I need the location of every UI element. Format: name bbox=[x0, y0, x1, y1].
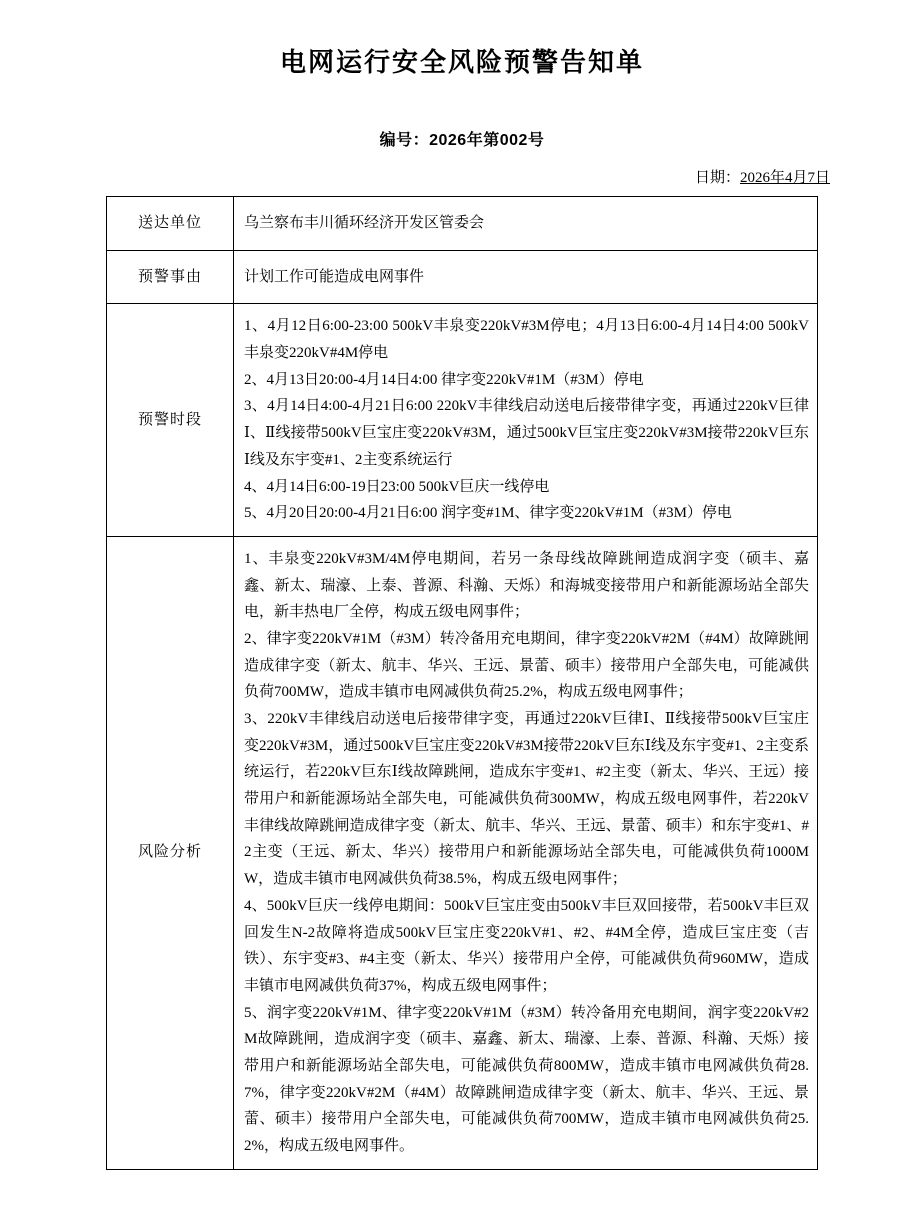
warning-form-table bbox=[106, 196, 818, 1170]
list-item: 3、4月14日4:00-4月21日6:00 220kV丰律线启动送电后接带律字变，再通过220kV巨律Ⅰ、Ⅱ线接带500kV巨宝庄变220kV#3M，通过500kV巨宝庄变220kV#3M接带220kV巨东Ⅰ线及东宇变#1、2主变系统运行 bbox=[244, 398, 809, 468]
list-item: 2、律字变220kV#1M（#3M）转冷备用充电期间，律字变220kV#2M（#4M）故障跳闸造成律字变（新太、航丰、华兴、王远、景蕾、硕丰）接带用户全部失电，可能减供负荷700MW，造成丰镇市电网减供负荷25.2%，构成五级电网事件； bbox=[244, 630, 809, 701]
row-label-warning-reason: 预警事由 bbox=[107, 250, 234, 304]
list-item: 3、220kV丰律线启动送电后接带律字变，再通过220kV巨律Ⅰ、Ⅱ线接带500kV巨宝庄变220kV#3M，通过500kV巨宝庄变220kV#3M接带220kV巨东Ⅰ线及东宇变#1、2主变系统运行，若220kV巨东Ⅰ线故障跳闸，造成东宇变#1、#2主变（新太、华兴、王远）接带用户和新能源场站全部失电，可能减供负荷300MW，构成五级电网事件，若220kV丰律线故障跳闸造成律字变（新太、航丰、华兴、王远、景蕾、硕丰）和东宇变#1、#2主变（王远、新太、华兴）接带用户和新能源场站全部失电，可能减供负荷1000MW，造成丰镇市电网减供负荷38.5%，构成五级电网事件； bbox=[244, 711, 809, 888]
document-date-label: 日期： bbox=[694, 170, 740, 186]
list-item: 2、4月13日20:00-4月14日4:00 律字变220kV#1M（#3M）停电 bbox=[244, 371, 644, 388]
row-label-recipient-unit: 送达单位 bbox=[107, 197, 234, 251]
row-value-recipient-unit: 乌兰察布丰川循环经济开发区管委会 bbox=[234, 197, 818, 251]
row-value-warning-period bbox=[234, 304, 818, 537]
table-row bbox=[107, 536, 818, 1169]
document-date-value: 2026年4月7日 bbox=[739, 170, 830, 186]
list-item: 1、丰泉变220kV#3M/4M停电期间，若另一条母线故障跳闸造成润字变（硕丰、嘉鑫、新太、瑞濠、上泰、普源、科瀚、天烁）和海城变接带用户和新能源场站全部失电，新丰热电厂全停，构成五级电网事件； bbox=[244, 550, 809, 621]
row-value-risk-analysis bbox=[234, 536, 818, 1169]
list-item: 4、4月14日6:00-19日23:00 500kV巨庆一线停电 bbox=[244, 478, 550, 495]
row-value-warning-reason: 计划工作可能造成电网事件 bbox=[234, 250, 818, 304]
list-item: 4、500kV巨庆一线停电期间：500kV巨宝庄变由500kV丰巨双回接带，若500kV丰巨双回发生N-2故障将造成500kV巨宝庄变220kV#1、#2、#4M全停，造成巨宝庄变（吉铁）、东宇变#3、#4主变（新太、华兴）接带用户全停，可能减供负荷960MW，造成丰镇市电网减供负荷37%，构成五级电网事件； bbox=[244, 897, 809, 994]
table-row bbox=[107, 250, 818, 304]
list-item: 5、4月20日20:00-4月21日6:00 润字变#1M、律字变220kV#1M（#3M）停电 bbox=[244, 505, 732, 522]
table-row bbox=[107, 304, 818, 537]
page-title: 电网运行安全风险预警告知单 bbox=[279, 47, 644, 77]
row-label-risk-analysis: 风险分析 bbox=[107, 536, 234, 1169]
list-item: 5、润字变220kV#1M、律字变220kV#1M（#3M）转冷备用充电期间，润字变220kV#2M故障跳闸，造成润字变（硕丰、嘉鑫、新太、瑞濠、上泰、普源、科瀚、天烁）接带用户和新能源场站全部失电，可能减供负荷800MW，造成丰镇市电网减供负荷28.7%，律字变220kV#2M（#4M）故障跳闸造成律字变（新太、航丰、华兴、王远、景蕾、硕丰）接带用户全部失电，可能减供负荷700MW，造成丰镇市电网减供负荷25.2%，构成五级电网事件。 bbox=[244, 1004, 809, 1154]
list-item: 1、4月12日6:00-23:00 500kV丰泉变220kV#3M停电；4月13日6:00-4月14日4:00 500kV丰泉变220kV#4M停电 bbox=[244, 318, 809, 362]
document-date bbox=[0, 150, 924, 187]
table-row bbox=[107, 197, 818, 251]
document-number: 编号：2026年第002号 bbox=[379, 132, 545, 149]
row-label-warning-period: 预警时段 bbox=[107, 304, 234, 537]
